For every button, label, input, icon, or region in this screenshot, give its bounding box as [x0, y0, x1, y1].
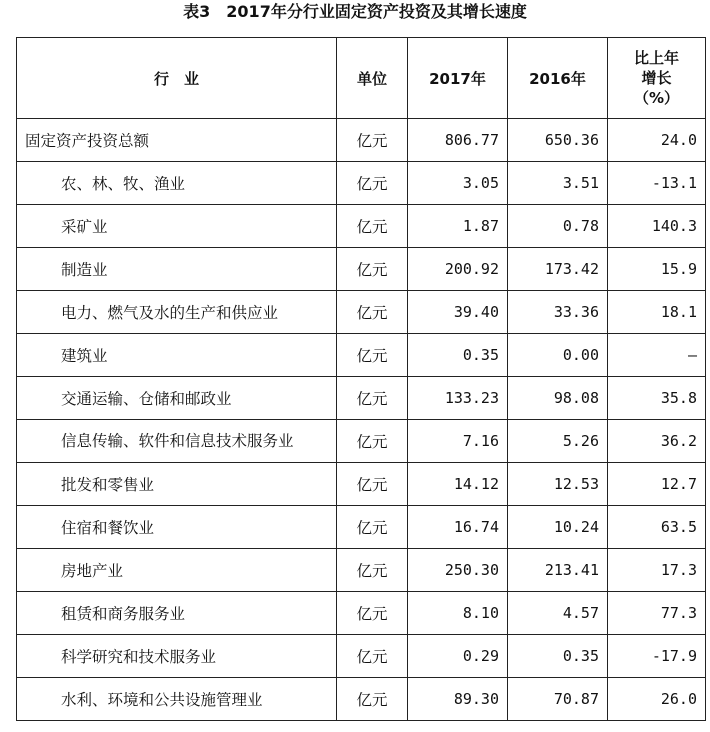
growth-cell: 15.9	[608, 248, 706, 291]
unit-cell: 亿元	[337, 635, 408, 678]
industry-cell: 固定资产投资总额	[17, 119, 337, 162]
unit-cell: 亿元	[337, 334, 408, 377]
value-2017-cell: 14.12	[408, 463, 508, 506]
industry-cell: 住宿和餐饮业	[17, 506, 337, 549]
unit-cell: 亿元	[337, 291, 408, 334]
value-2017-cell: 7.16	[408, 420, 508, 463]
value-2017-cell: 16.74	[408, 506, 508, 549]
table-row	[17, 635, 706, 678]
value-2017-cell: 89.30	[408, 678, 508, 721]
table-row	[17, 377, 706, 420]
industry-cell: 采矿业	[17, 205, 337, 248]
header-2016: 2016年	[508, 38, 608, 119]
value-2016-cell: 4.57	[508, 592, 608, 635]
industry-cell: 科学研究和技术服务业	[17, 635, 337, 678]
growth-cell: —	[608, 334, 706, 377]
value-2016-cell: 0.35	[508, 635, 608, 678]
industry-cell: 建筑业	[17, 334, 337, 377]
header-unit: 单位	[337, 38, 408, 119]
unit-cell: 亿元	[337, 377, 408, 420]
value-2017-cell: 39.40	[408, 291, 508, 334]
value-2017-cell: 806.77	[408, 119, 508, 162]
growth-cell: 35.8	[608, 377, 706, 420]
header-row	[17, 38, 706, 119]
table-row	[17, 420, 706, 463]
unit-cell: 亿元	[337, 248, 408, 291]
industry-cell: 租赁和商务服务业	[17, 592, 337, 635]
growth-cell: 12.7	[608, 463, 706, 506]
value-2016-cell: 70.87	[508, 678, 608, 721]
value-2016-cell: 0.78	[508, 205, 608, 248]
growth-cell: 24.0	[608, 119, 706, 162]
investment-table	[16, 37, 706, 721]
unit-cell: 亿元	[337, 119, 408, 162]
value-2016-cell: 10.24	[508, 506, 608, 549]
value-2016-cell: 3.51	[508, 162, 608, 205]
table-row	[17, 291, 706, 334]
table-row	[17, 334, 706, 377]
value-2017-cell: 0.35	[408, 334, 508, 377]
value-2017-cell: 250.30	[408, 549, 508, 592]
table-row	[17, 506, 706, 549]
growth-cell: -17.9	[608, 635, 706, 678]
value-2016-cell: 213.41	[508, 549, 608, 592]
growth-cell: 63.5	[608, 506, 706, 549]
unit-cell: 亿元	[337, 205, 408, 248]
growth-cell: 77.3	[608, 592, 706, 635]
header-growth	[608, 38, 706, 119]
growth-cell: 36.2	[608, 420, 706, 463]
unit-cell: 亿元	[337, 420, 408, 463]
value-2016-cell: 33.36	[508, 291, 608, 334]
table-title: 表3 2017年分行业固定资产投资及其增长速度	[183, 2, 527, 21]
value-2017-cell: 1.87	[408, 205, 508, 248]
header-growth-line3: （%）	[633, 89, 680, 107]
table-row	[17, 248, 706, 291]
value-2017-cell: 3.05	[408, 162, 508, 205]
growth-cell: 17.3	[608, 549, 706, 592]
industry-cell: 批发和零售业	[17, 463, 337, 506]
growth-cell: 18.1	[608, 291, 706, 334]
industry-cell: 农、林、牧、渔业	[17, 162, 337, 205]
unit-cell: 亿元	[337, 162, 408, 205]
growth-cell: -13.1	[608, 162, 706, 205]
header-growth-line1: 比上年	[633, 49, 679, 67]
industry-cell: 水利、环境和公共设施管理业	[17, 678, 337, 721]
header-industry: 行 业	[17, 38, 337, 119]
industry-cell: 电力、燃气及水的生产和供应业	[17, 291, 337, 334]
table-row	[17, 549, 706, 592]
table-row	[17, 463, 706, 506]
unit-cell: 亿元	[337, 592, 408, 635]
industry-cell: 房地产业	[17, 549, 337, 592]
industry-cell: 信息传输、软件和信息技术服务业	[17, 420, 337, 463]
unit-cell: 亿元	[337, 678, 408, 721]
table-row	[17, 678, 706, 721]
table-row	[17, 592, 706, 635]
header-growth-line2: 增长	[641, 69, 672, 87]
value-2017-cell: 200.92	[408, 248, 508, 291]
value-2017-cell: 0.29	[408, 635, 508, 678]
table-row	[17, 205, 706, 248]
unit-cell: 亿元	[337, 506, 408, 549]
header-2017: 2017年	[408, 38, 508, 119]
value-2016-cell: 98.08	[508, 377, 608, 420]
value-2016-cell: 173.42	[508, 248, 608, 291]
value-2016-cell: 0.00	[508, 334, 608, 377]
growth-cell: 26.0	[608, 678, 706, 721]
value-2017-cell: 133.23	[408, 377, 508, 420]
industry-cell: 制造业	[17, 248, 337, 291]
growth-cell: 140.3	[608, 205, 706, 248]
value-2016-cell: 5.26	[508, 420, 608, 463]
value-2016-cell: 650.36	[508, 119, 608, 162]
table-row	[17, 119, 706, 162]
value-2017-cell: 8.10	[408, 592, 508, 635]
industry-cell: 交通运输、仓储和邮政业	[17, 377, 337, 420]
unit-cell: 亿元	[337, 463, 408, 506]
value-2016-cell: 12.53	[508, 463, 608, 506]
table-row	[17, 162, 706, 205]
unit-cell: 亿元	[337, 549, 408, 592]
